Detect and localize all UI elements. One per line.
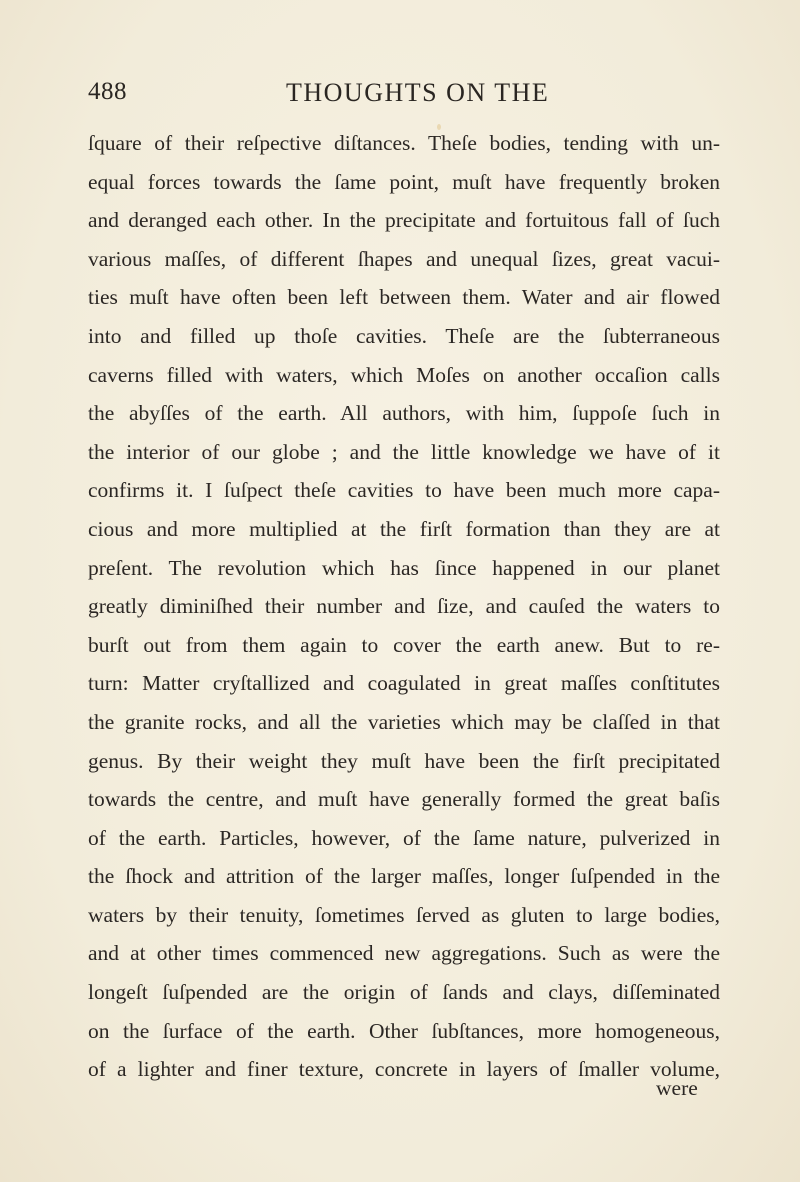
text-line: and at other times commenced new aggregations. Such as were the [88, 941, 720, 966]
text-line: into and filled up thoſe cavities. Theſe are the ſubterraneous [88, 323, 720, 348]
text-line: on the ſurface of the earth. Other ſubſtances, more homogeneous, [88, 1018, 720, 1043]
text-line: genus. By their weight they muſt have been the firſt precipitated [88, 748, 720, 773]
text-line: the ſhock and attrition of the larger maſſes, longer ſuſpended in the [88, 864, 720, 889]
text-line: the interior of our globe ; and the little knowledge we have of it [88, 439, 720, 464]
text-line: ties muſt have often been left between them. Water and air flowed [88, 285, 720, 310]
text-line: various maſſes, of different ſhapes and unequal ſizes, great vacui- [88, 246, 720, 271]
text-line: burſt out from them again to cover the earth anew. But to re- [88, 632, 720, 657]
page-number: 488 [88, 78, 127, 105]
text-line: cious and more multiplied at the firſt formation than they are at [88, 516, 720, 541]
text-line: caverns filled with waters, which Moſes on another occaſion calls [88, 362, 720, 387]
text-line: of the earth. Particles, however, of the ſame nature, pulverized in [88, 825, 720, 850]
text-line: confirms it. I ſuſpect theſe cavities to have been much more capa- [88, 478, 720, 503]
text-line: turn: Matter cryſtallized and coagulated in great maſſes conſtitutes [88, 671, 720, 696]
body-text [88, 124, 720, 1089]
text-line: longeſt ſuſpended are the origin of ſands and clays, diſſeminated [88, 980, 720, 1005]
catchword: were [656, 1076, 698, 1100]
text-line: the abyſſes of the earth. All authors, with him, ſuppoſe ſuch in [88, 401, 720, 426]
text-line: towards the centre, and muſt have generally formed the great baſis [88, 787, 720, 812]
text-line: ſquare of their reſpective diſtances. Theſe bodies, tending with un- [88, 131, 720, 155]
text-line: preſent. The revolution which has ſince happened in our planet [88, 555, 720, 580]
text-line: equal forces towards the ſame point, muſt have frequently broken [88, 169, 720, 194]
text-line: greatly diminiſhed their number and ſize, and cauſed the waters to [88, 594, 720, 619]
text-line: of a lighter and finer texture, concrete in layers of ſmaller volume, [88, 1057, 720, 1082]
running-title: THOUGHTS ON THE [286, 78, 550, 107]
page-header [88, 78, 718, 118]
text-line: and deranged each other. In the precipitate and fortuitous fall of ſuch [88, 208, 720, 233]
text-line: the granite rocks, and all the varieties which may be claſſed in that [88, 709, 720, 734]
text-line: waters by their tenuity, ſometimes ſerved as gluten to large bodies, [88, 902, 720, 927]
